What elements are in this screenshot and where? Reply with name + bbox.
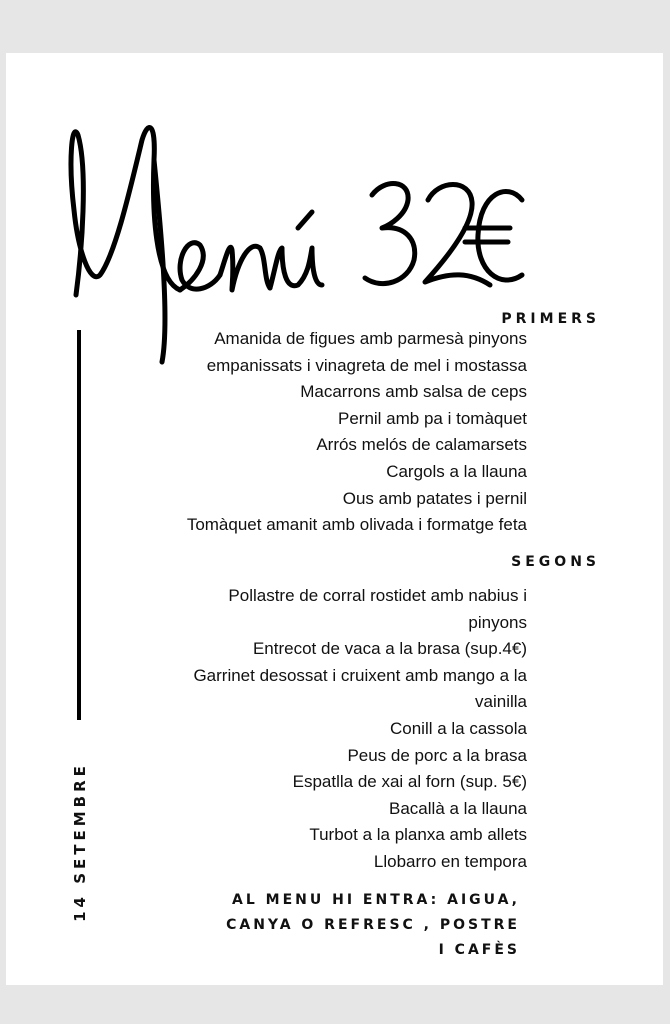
segons-heading: SEGONS [511, 554, 600, 570]
list-item: Peus de porc a la brasa [347, 745, 527, 765]
list-item: Amanida de figues amb parmesà pinyons [214, 329, 527, 348]
list-item: Arrós melós de calamarsets [316, 435, 527, 455]
list-item: vainilla [475, 692, 527, 712]
vertical-divider [77, 330, 81, 720]
list-item: Espatlla de xai al forn (sup. 5€) [292, 772, 527, 792]
primers-list [187, 326, 527, 539]
segons-list [193, 583, 527, 876]
list-item: pinyons [468, 612, 527, 632]
list-item: Conill a la cassola [389, 718, 527, 738]
list-item: Bacallà a la llauna [389, 798, 527, 818]
note-line: I CAFÈS [438, 942, 520, 958]
list-item: Macarrons amb salsa de ceps [300, 382, 527, 402]
list-item: Pollastre de corral rostidet amb nabius i [228, 586, 527, 605]
list-item: Ous amb patates i pernil [342, 488, 527, 508]
list-item: Llobarro en tempora [373, 851, 527, 871]
list-item: Entrecot de vaca a la brasa (sup.4€) [252, 639, 527, 659]
date-label: 14 SETEMBRE [71, 762, 89, 922]
menu-title-text [60, 100, 61, 101]
list-item: Turbot a la planxa amb allets [309, 825, 527, 845]
primers-heading: PRIMERS [501, 311, 600, 327]
list-item: Tomàquet amanit amb olivada i formatge feta [186, 515, 527, 535]
list-item: Pernil amb pa i tomàquet [338, 408, 527, 428]
menu-includes-note [226, 888, 520, 963]
note-line: CANYA O REFRESC , POSTRE [226, 917, 520, 933]
note-line: AL MENU HI ENTRA: AIGUA, [232, 892, 520, 908]
list-item: empanissats i vinagreta de mel i mostassa [206, 355, 527, 375]
list-item: Garrinet desossat i cruixent amb mango a la [193, 665, 527, 685]
list-item: Cargols a la llauna [386, 461, 527, 481]
